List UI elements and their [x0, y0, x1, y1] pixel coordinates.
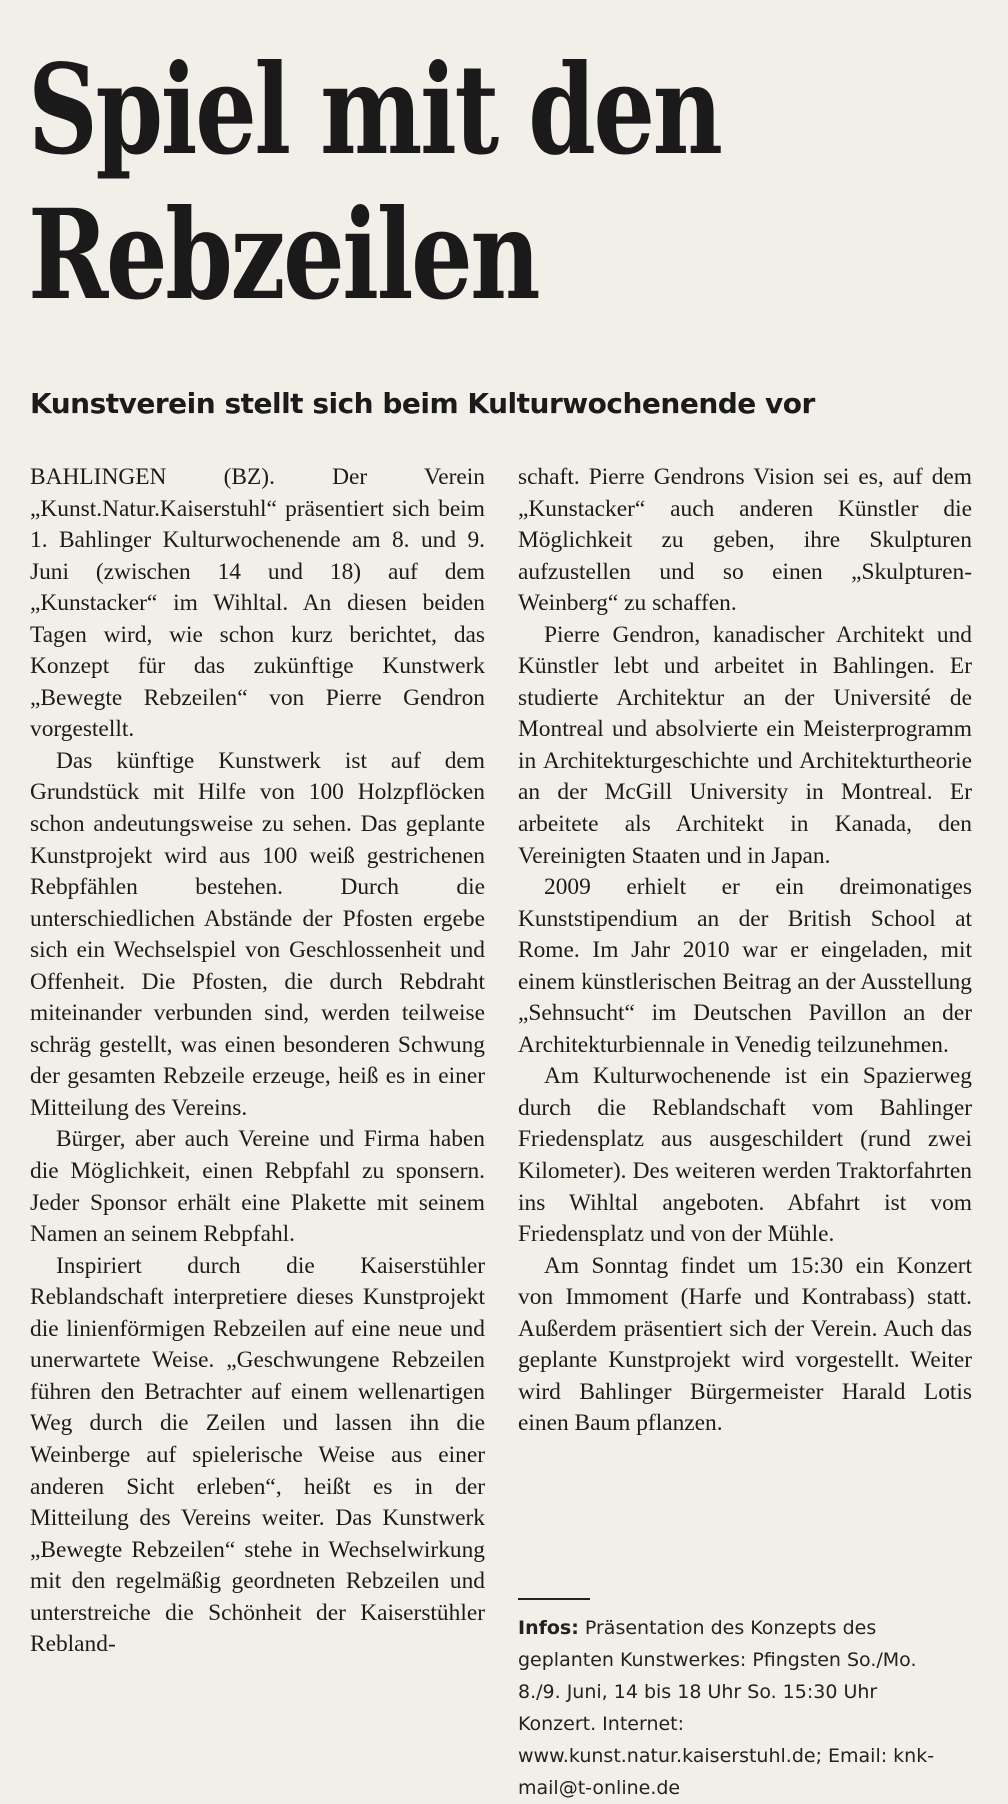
paragraph: Das künftige Kunstwerk ist auf dem Grundstück mit Hilfe von 100 Holzpflöcken schon andeutungsweise zu sehen. Das geplante Kunstprojekt wird aus 100 weiß gestrichenen Rebpfählen bestehen. Durch die unterschiedlichen Abstände der Pfosten ergebe sich ein Wechselspiel von Geschlossenheit und Offenheit. Die Pfosten, die durch Rebdraht miteinander verbunden sind, werden teilweise schräg gestellt, was einen besonderen Schwung der gesamten Rebzeile erzeuge, heiß es in einer Mitteilung des Vereins. — [30, 747, 485, 1121]
paragraph: 2009 erhielt er ein dreimonatiges Kunststipendium an der British School at Rome. Im Jahr 2010 war er eingeladen, mit einem künstlerischen Beitrag an der Ausstellung „Sehnsucht“ im Deutschen Pavillon an der Architekturbiennale in Venedig teilzunehmen. — [518, 874, 972, 1058]
paragraph: Pierre Gendron, kanadischer Architekt und Künstler lebt und arbeitet in Bahlingen. Er studierte Architektur an der Université de Montreal und absolvierte ein Meisterprogramm in Architekturgeschichte und Architekturtheorie an der McGill University in Montreal. Er arbeitete als Architekt in Kanada, den Vereinigten Staaten und in Japan. — [518, 621, 972, 869]
infos-divider — [518, 1598, 590, 1600]
article-column-left — [30, 462, 485, 1661]
paragraph: Inspiriert durch die Kaiserstühler Reblandschaft interpretiere dieses Kunstprojekt die linienförmigen Rebzeilen auf eine neue und unerwartete Weise. „Geschwungene Rebzeilen führen den Betrachter auf einem wellenartigen Weg durch die Zeilen und lassen ihn die Weinberge auf spielerische Weise aus einer anderen Sicht erleben“, heißt es in der Mitteilung des Vereins weiter. Das Kunstwerk „Bewegte Rebzeilen“ stehe in Wechselwirkung mit den regelmäßig geordneten Rebzeilen und unterstreiche die Schönheit der Kaiserstühler Rebland- — [30, 1252, 485, 1658]
infos-box — [518, 1612, 958, 1804]
article-column-right — [518, 462, 972, 1440]
infos-label: Infos: — [518, 1617, 579, 1639]
headline-line-1: Spiel mit den — [28, 38, 721, 183]
paragraph: Am Sonntag findet um 15:30 ein Konzert von Immoment (Harfe und Kontrabass) statt. Außerdem präsentiert sich der Verein. Auch das geplante Kunstprojekt wird vorgestellt. Weiter wird Bahlinger Bürgermeister Harald Lotis einen Baum pflanzen. — [518, 1252, 972, 1437]
article-headline — [28, 38, 721, 328]
headline-line-2: Rebzeilen — [28, 183, 539, 328]
paragraph: BAHLINGEN (BZ). Der Verein „Kunst.Natur.Kaiserstuhl“ präsentiert sich beim 1. Bahlinger Kulturwochenende am 8. und 9. Juni (zwischen 14 und 18) auf dem „Kunstacker“ im Wihltal. An diesen beiden Tagen wird, wie schon kurz berichtet, das Konzept für das zukünftige Kunstwerk „Bewegte Rebzeilen“ von Pierre Gendron vorgestellt. — [30, 464, 485, 743]
infos-text: Präsentation des Konzepts des geplanten Kunstwerkes: Pfingsten So./Mo. 8./9. Juni, 14 bis 18 Uhr So. 15:30 Uhr Konzert. Internet: www.kunst.natur.kaiserstuhl.de; Email: knk-mail@t-online.de — [518, 1617, 935, 1799]
paragraph: Am Kulturwochenende ist ein Spazierweg durch die Reblandschaft vom Bahlinger Friedensplatz aus ausgeschildert (rund zwei Kilometer). Des weiteren werden Traktorfahrten ins Wihltal angeboten. Abfahrt ist vom Friedensplatz und von der Mühle. — [518, 1063, 972, 1248]
article-subheadline: Kunstverein stellt sich beim Kulturwochenende vor — [30, 387, 815, 420]
paragraph: Bürger, aber auch Vereine und Firma haben die Möglichkeit, einen Rebpfahl zu sponsern. Jeder Sponsor erhält eine Plakette mit seinem Namen an seinem Rebpfahl. — [30, 1126, 485, 1248]
paragraph: schaft. Pierre Gendrons Vision sei es, auf dem „Kunstacker“ auch anderen Künstler die Möglichkeit zu geben, ihre Skulpturen aufzustellen und so einen „Skulpturen-Weinberg“ zu schaffen. — [518, 464, 972, 617]
